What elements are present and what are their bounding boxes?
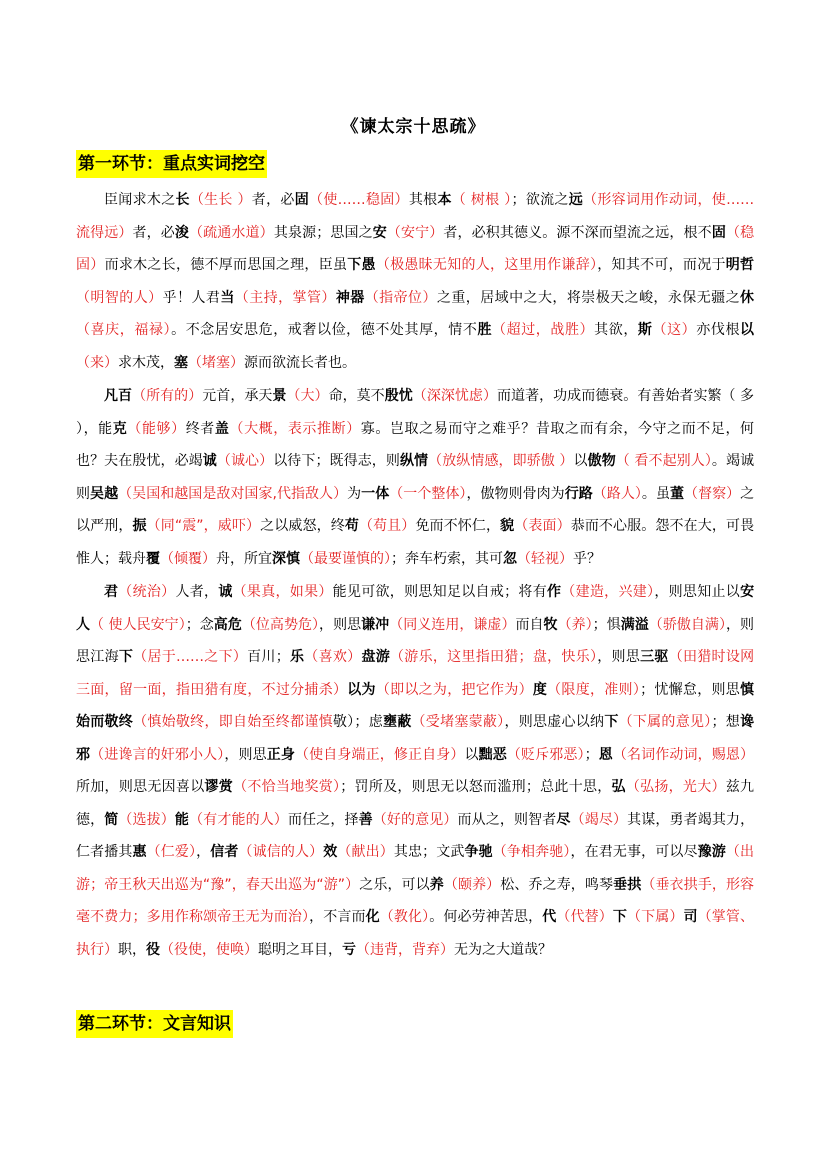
annotation: （同义连用，谦虚） xyxy=(389,616,516,633)
keyword: 斯 xyxy=(637,322,653,338)
text-run: 松、乔之寿，鸣琴 xyxy=(500,876,614,893)
text-run: ，则思 xyxy=(597,649,641,665)
text-run: 免而不怀仁， xyxy=(415,518,501,534)
keyword: 信者 xyxy=(210,844,239,860)
text-run: 之乐，可以 xyxy=(359,876,430,893)
text-run: ；想 xyxy=(711,714,741,730)
keyword: 下 xyxy=(604,714,619,730)
text-run: 其欲， xyxy=(594,322,638,338)
keyword: 固 xyxy=(711,224,726,241)
annotation: （竭尽） xyxy=(570,811,628,828)
keyword: 貌 xyxy=(500,518,515,534)
text-run: ，则思 xyxy=(224,746,267,763)
text-run: 元首，承天 xyxy=(202,388,273,404)
annotation: （这） xyxy=(652,322,697,338)
annotation: （颐养） xyxy=(443,876,501,893)
annotation: （最要谨慎的） xyxy=(300,550,391,567)
text-run: ，则思江海 xyxy=(76,616,755,665)
keyword: 壅蔽 xyxy=(382,714,412,730)
keyword: 慎始而敬终 xyxy=(76,681,755,730)
annotation: （喜庆，福禄） xyxy=(76,322,172,338)
annotation: （居于……之下） xyxy=(133,649,248,665)
keyword: 一体 xyxy=(361,485,390,502)
paragraph-2 xyxy=(76,380,754,575)
keyword: 恩 xyxy=(598,746,613,763)
annotation: （游乐，这里指田猎；盘，快乐） xyxy=(390,649,598,665)
keyword: 君 xyxy=(104,584,119,600)
text-run: 乎？ xyxy=(573,550,601,567)
text-run: ，傲物则骨肉为 xyxy=(466,485,565,502)
annotation: （受堵塞蒙蔽） xyxy=(411,714,505,730)
keyword: 殷忧 xyxy=(384,388,413,404)
text-run: 其谋，勇者竭其力，仁者播其 xyxy=(76,811,755,860)
annotation: （弘扬，光大） xyxy=(625,779,726,795)
section-heading-1: 第一环节：重点实词挖空 xyxy=(76,150,267,178)
keyword: 以 xyxy=(740,322,755,338)
text-run: ；欲流之 xyxy=(511,192,569,208)
text-run: 臣闻求木之 xyxy=(104,192,176,208)
annotation: （堵塞） xyxy=(188,354,244,371)
annotation: （好的意见） xyxy=(372,811,458,828)
annotation: （不恰当地奖赏） xyxy=(233,779,341,795)
keyword: 当 xyxy=(220,289,235,306)
keyword: 化 xyxy=(365,909,380,925)
annotation: （ 看不起别人） xyxy=(615,453,712,469)
keyword: 谗邪 xyxy=(76,714,755,763)
keyword: 豫游 xyxy=(697,844,726,860)
text-run: 者，必 xyxy=(251,192,295,208)
annotation: （同“震”，威吓） xyxy=(146,518,261,534)
text-run: ；忧懈怠，则思 xyxy=(640,681,741,698)
annotation: （限度，准则） xyxy=(547,681,641,698)
keyword: 高危 xyxy=(213,616,242,633)
annotation: （建造，兴建） xyxy=(561,584,655,600)
annotation: （下属） xyxy=(627,909,684,925)
text-run: 为 xyxy=(347,485,362,502)
paragraph-3 xyxy=(76,576,754,966)
text-run: 以 xyxy=(573,453,588,469)
keyword: 牧 xyxy=(543,616,558,633)
text-run: 而求木之长，德不厚而思国之理，臣虽 xyxy=(104,257,348,273)
keyword: 以为 xyxy=(347,681,376,698)
annotation: （进谗言的奸邪小人） xyxy=(90,746,225,763)
annotation: （位高势危） xyxy=(241,616,320,633)
keyword: 董 xyxy=(669,485,685,502)
text-run: ，则思 xyxy=(319,616,362,633)
document-title: 《谏太宗十思疏》 xyxy=(341,117,486,137)
annotation: （仁爱） xyxy=(146,844,197,860)
keyword: 下 xyxy=(612,909,627,925)
text-run: 所加，则思无因喜以 xyxy=(76,779,205,795)
text-run: ，知其不可，而况于 xyxy=(597,257,726,273)
text-run: 而从之，则智者 xyxy=(457,811,557,828)
annotation: （争相奔驰） xyxy=(492,844,571,860)
keyword: 乐 xyxy=(289,649,305,665)
keyword: 长 xyxy=(175,192,190,208)
text-run: ，则思知止以 xyxy=(654,584,741,600)
keyword: 司 xyxy=(683,909,698,925)
annotation: （来） xyxy=(76,354,118,371)
annotation: （督察） xyxy=(684,485,741,502)
annotation: （所有的） xyxy=(132,388,203,404)
text-run: 敬）；虑 xyxy=(332,714,383,730)
keyword: 谦冲 xyxy=(361,616,390,633)
paragraph-1 xyxy=(76,184,754,379)
keyword: 正身 xyxy=(266,746,295,763)
annotation: （安宁） xyxy=(386,224,444,241)
annotation: （ 树根 ） xyxy=(451,192,512,208)
keyword: 效 xyxy=(323,844,338,860)
keyword: 诚 xyxy=(218,584,233,600)
annotation: （垂衣拱手，形容毫不费力；多用作称颂帝王无为而治） xyxy=(76,876,755,925)
text-run: 无为之大道哉？ xyxy=(454,941,552,958)
annotation: （大概，表示推断） xyxy=(229,420,361,437)
annotation: （下属的意见） xyxy=(618,714,712,730)
text-run: ，则思虚心以纳 xyxy=(504,714,605,730)
annotation: （教化） xyxy=(379,909,430,925)
text-run: ，在君无事，可以尽 xyxy=(570,844,698,860)
annotation: （出游；帝王秋天出巡为“豫”，春天出巡为“游”） xyxy=(76,844,754,893)
text-run: ；惧 xyxy=(592,616,621,633)
keyword: 代 xyxy=(542,909,557,925)
keyword: 吴越 xyxy=(90,485,119,502)
keyword: 谬赏 xyxy=(204,779,234,795)
keyword: 苟 xyxy=(344,518,359,534)
annotation: （疏通水道） xyxy=(189,224,274,241)
keyword: 纵情 xyxy=(399,453,429,469)
annotation: （稳固） xyxy=(76,224,755,273)
annotation: （极愚昧无知的人，这里用作谦辞） xyxy=(375,257,598,273)
keyword: 下愚 xyxy=(347,257,376,273)
keyword: 垂拱 xyxy=(613,876,642,893)
text-run: ；念 xyxy=(185,616,214,633)
keyword: 克 xyxy=(112,420,128,437)
text-run: 职， xyxy=(118,941,146,958)
text-run: 而任之，择 xyxy=(287,811,359,828)
annotation: （倾覆） xyxy=(160,550,216,567)
text-run: ； xyxy=(584,746,599,763)
keyword: 下 xyxy=(118,649,134,665)
keyword: 覆 xyxy=(146,550,160,567)
keyword: 满溢 xyxy=(620,616,649,633)
text-run: 亦伐根 xyxy=(696,322,741,338)
text-run: 寡。岂取之易而守之难乎？昔取之而有余，今守之而不足，何也？夫在殷忧，必竭 xyxy=(76,420,755,469)
text-run: 命，莫不 xyxy=(328,388,385,404)
keyword: 盘游 xyxy=(361,649,391,665)
annotation: （明智的人） xyxy=(76,289,163,306)
annotation: （有才能的人） xyxy=(189,811,288,828)
section-heading-2: 第二环节：文言知识 xyxy=(76,1010,233,1038)
keyword: 胜 xyxy=(477,322,493,338)
text-run: 之重，居域中之大，将崇极天之峻，永保无疆之 xyxy=(436,289,741,306)
text-run: 源而欲流长者也。 xyxy=(244,354,356,371)
annotation: （掌管、执行） xyxy=(76,909,754,958)
keyword: 争驰 xyxy=(464,844,493,860)
text-run: 兹九德， xyxy=(76,779,755,828)
annotation: （大） xyxy=(286,388,329,404)
keyword: 黜恶 xyxy=(478,746,507,763)
text-run: ；奔车朽索，其可 xyxy=(391,550,503,567)
annotation: （吴国和越国是敌对国家,代指敌人） xyxy=(118,485,348,502)
keyword: 忽 xyxy=(503,550,517,567)
keyword: 振 xyxy=(132,518,147,534)
annotation: （田猎时设网三面，留一面，指田猎有度，不过分捕杀） xyxy=(76,649,755,698)
keyword: 安 xyxy=(372,224,387,241)
text-run: 以待下；既得志，则 xyxy=(273,453,400,469)
text-run: 能见可欲，则思知足以自戒；将有 xyxy=(332,584,547,600)
annotation: （表面） xyxy=(514,518,571,534)
text-run: 以 xyxy=(464,746,479,763)
keyword: 本 xyxy=(437,192,452,208)
annotation: （慎始敬终，即自始至终都谨慎 xyxy=(133,714,333,730)
keyword: 弘 xyxy=(611,779,626,795)
keyword: 盖 xyxy=(214,420,230,437)
annotation: （苟且） xyxy=(358,518,416,534)
annotation: （诚心） xyxy=(216,453,274,469)
keyword: 役 xyxy=(146,941,160,958)
keyword: 凡百 xyxy=(104,388,133,404)
keyword: 度 xyxy=(532,681,548,698)
text-run: ；罚所及，则思无以怒而滥刑；总此十思， xyxy=(340,779,612,795)
text-run: 而道著，功成而德衰。有善始者实繁（ 多 ），能 xyxy=(76,388,755,437)
keyword: 休 xyxy=(740,289,755,306)
annotation: （ 使人民安宁） xyxy=(90,616,186,633)
annotation: （役使，使唤） xyxy=(160,941,258,958)
text-run: 聪明之耳目， xyxy=(258,941,342,958)
text-run: 舟，所宜 xyxy=(216,550,272,567)
annotation: （轻视） xyxy=(517,550,573,567)
annotation: （代替） xyxy=(556,909,613,925)
text-run: 乎！人君 xyxy=(162,289,221,306)
keyword: 诚 xyxy=(202,453,217,469)
annotation: （诚信的人） xyxy=(238,844,324,860)
annotation: （放纵情感，即骄傲 ） xyxy=(428,453,574,469)
keyword: 固 xyxy=(294,192,310,208)
text-run: 求木茂， xyxy=(118,354,174,371)
text-run: 终者 xyxy=(185,420,215,437)
text-run: 人者， xyxy=(175,584,219,600)
keyword: 傲物 xyxy=(587,453,616,469)
text-run: 之以威怒，终 xyxy=(260,518,345,534)
text-run: 恭而不心服。怨不在大，可畏惟人；载舟 xyxy=(76,518,755,567)
annotation: （统治） xyxy=(118,584,176,600)
keyword: 神器 xyxy=(335,289,365,306)
text-run: 者，必 xyxy=(132,224,175,241)
annotation: （形容词用作动词，使……流得远） xyxy=(76,192,755,241)
keyword: 善 xyxy=(358,811,373,828)
annotation: （喜欢） xyxy=(304,649,362,665)
keyword: 养 xyxy=(429,876,444,893)
annotation: （养） xyxy=(557,616,593,633)
annotation: （指帝位） xyxy=(364,289,437,306)
keyword: 作 xyxy=(547,584,562,600)
annotation: （名词作动词，赐恩） xyxy=(612,746,754,763)
keyword: 能 xyxy=(174,811,190,828)
text-run: 其根 xyxy=(408,192,438,208)
keyword: 亏 xyxy=(342,941,356,958)
annotation: （一个整体） xyxy=(389,485,467,502)
keyword: 深慎 xyxy=(272,550,300,567)
annotation: （能够） xyxy=(127,420,186,437)
text-run: 其忠；文武 xyxy=(393,844,465,860)
annotation: （违背，背弃） xyxy=(356,941,454,958)
annotation: （即以之为，把它作为） xyxy=(375,681,533,698)
annotation: （超过，战胜） xyxy=(492,322,595,338)
text-run: ， xyxy=(196,844,211,860)
text-run: 。竭诚则 xyxy=(76,453,755,502)
text-run: 其泉源；思国之 xyxy=(273,224,373,241)
keyword: 尽 xyxy=(556,811,571,828)
annotation: （果真，如果） xyxy=(232,584,333,600)
annotation: （使自身端正，修正自身） xyxy=(295,746,465,763)
annotation: （深深忧虑） xyxy=(412,388,497,404)
annotation: （献出） xyxy=(337,844,394,860)
text-run: 。何必劳神苦思， xyxy=(429,909,543,925)
text-run: 。不念居安思危，戒奢以俭，德不处其厚，情不 xyxy=(171,322,478,338)
keyword: 浚 xyxy=(174,224,190,241)
annotation: （贬斥邪恶） xyxy=(506,746,585,763)
annotation: （生长 ） xyxy=(189,192,252,208)
annotation: （骄傲自满） xyxy=(648,616,726,633)
text-run: 而自 xyxy=(515,616,544,633)
text-run: 之以严刑， xyxy=(76,485,755,534)
annotation: （选拔） xyxy=(118,811,175,828)
keyword: 三驱 xyxy=(640,649,669,665)
text-run: 百川； xyxy=(247,649,290,665)
keyword: 安人 xyxy=(76,584,755,633)
keyword: 惠 xyxy=(132,844,147,860)
keyword: 明哲 xyxy=(725,257,755,273)
keyword: 行路 xyxy=(564,485,593,502)
keyword: 远 xyxy=(568,192,584,208)
annotation: （使……稳固） xyxy=(309,192,409,208)
annotation: （主持，掌管） xyxy=(234,289,336,306)
annotation: （路人） xyxy=(592,485,642,502)
text-run: 。虽 xyxy=(641,485,670,502)
keyword: 塞 xyxy=(174,354,188,371)
text-run: 者，必积其德义。源不深而望流之远，根不 xyxy=(443,224,712,241)
keyword: 简 xyxy=(104,811,119,828)
text-run: ，不言而 xyxy=(309,909,366,925)
keyword: 景 xyxy=(272,388,287,404)
